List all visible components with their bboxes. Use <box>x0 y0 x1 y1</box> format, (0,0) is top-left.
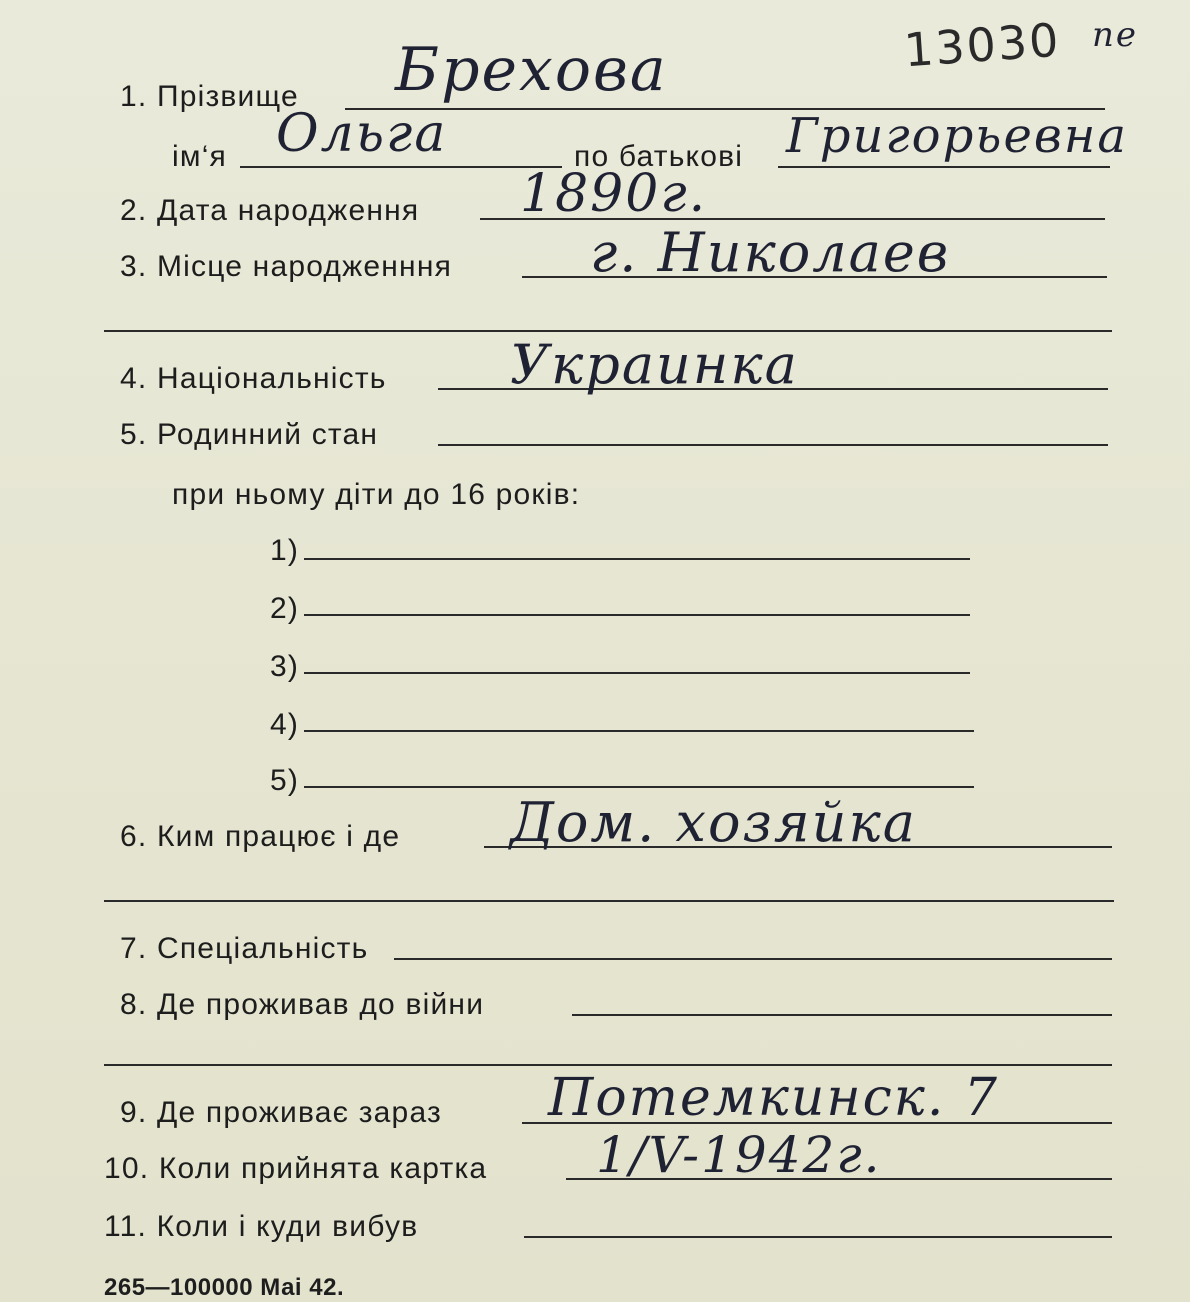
print-code: 265—100000 Маі 42. <box>104 1274 345 1301</box>
child-row-4-line <box>304 730 974 732</box>
child-row-5-line <box>304 786 974 788</box>
child-row-1-label: 1) <box>270 534 300 567</box>
prewar-residence-line-2 <box>104 1064 1112 1066</box>
child-row-3-line <box>304 672 970 674</box>
children-label: при ньому діти до 16 років: <box>172 478 581 511</box>
birth-place-label: 3. Місце народженння <box>120 250 453 283</box>
archive-number: 13030 <box>902 12 1063 78</box>
first-name-value: Ольга <box>276 104 448 164</box>
first-name-line <box>240 166 562 168</box>
specialty-line <box>394 958 1112 960</box>
surname-value: Брехова <box>395 35 668 105</box>
occupation-line-2 <box>104 900 1114 902</box>
child-row-5-label: 5) <box>270 764 300 797</box>
marital-status-label: 5. Родинний стан <box>120 418 379 451</box>
child-row-2-label: 2) <box>270 592 300 625</box>
occupation-value: Дом. хозяйка <box>510 791 917 854</box>
child-row-3-label: 3) <box>270 650 300 683</box>
child-row-4-label: 4) <box>270 708 300 741</box>
patronymic-line <box>778 166 1110 168</box>
child-row-1-line <box>304 558 970 560</box>
birth-date-value: 1890г. <box>520 164 708 224</box>
archive-suffix: пе <box>1092 15 1139 55</box>
child-row-2-line <box>304 614 970 616</box>
birth-place-value: г. Николаев <box>590 221 951 284</box>
departure-label: 11. Коли і куди вибув <box>104 1210 419 1243</box>
departure-line <box>524 1236 1112 1238</box>
birth-place-line-2 <box>104 330 1112 332</box>
prewar-residence-line <box>572 1014 1112 1016</box>
marital-status-line <box>438 444 1108 446</box>
card-accepted-value: 1/V-1942г. <box>596 1126 882 1184</box>
surname-label: 1. Прізвище <box>120 80 299 113</box>
patronymic-value: Григорьевна <box>786 108 1129 164</box>
prewar-residence-label: 8. Де проживав до війни <box>120 988 485 1021</box>
nationality-label: 4. Національність <box>120 362 387 395</box>
occupation-label: 6. Ким працює і де <box>120 820 401 853</box>
current-residence-label: 9. Де проживає зараз <box>120 1096 442 1129</box>
current-residence-value: Потемкинск. 7 <box>548 1068 999 1128</box>
nationality-value: Украинка <box>510 333 799 396</box>
card-accepted-label: 10. Коли прийнята картка <box>104 1152 488 1185</box>
patronymic-label: по батькові <box>574 140 744 173</box>
first-name-label: ім‘я <box>172 140 228 173</box>
specialty-label: 7. Спеціальність <box>120 932 369 965</box>
birth-date-label: 2. Дата народження <box>120 194 420 227</box>
